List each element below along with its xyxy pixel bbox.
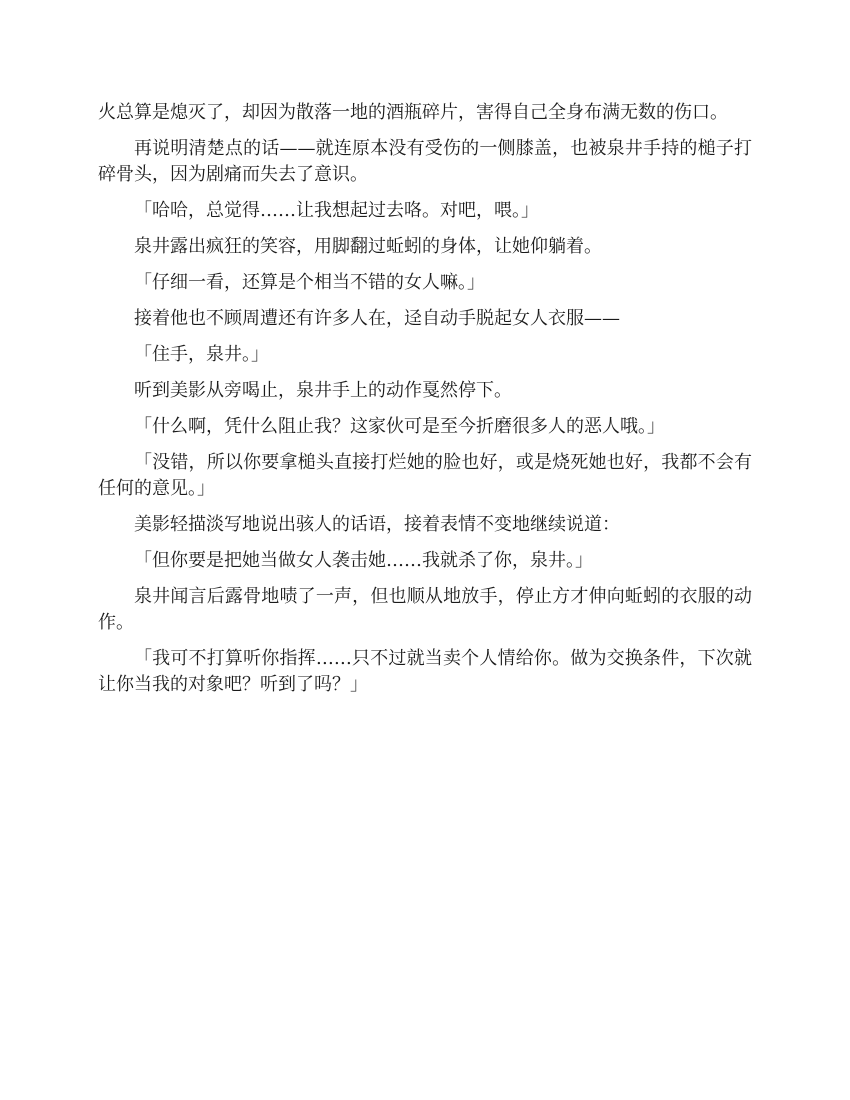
paragraph: 再说明清楚点的话——就连原本没有受伤的一侧膝盖，也被泉井手持的槌子打碎骨头，因为剧痛而失去了意识。: [98, 138, 752, 185]
paragraph: 听到美影从旁喝止，泉井手上的动作戛然停下。: [134, 380, 512, 401]
text-body: [98, 100, 752, 708]
dialogue-line: 「没错，所以你要拿槌头直接打烂她的脸也好，或是烧死她也好，我都不会有任何的意见。」: [98, 452, 752, 499]
paragraph: 泉井闻言后露骨地啧了一声，但也顺从地放手，停止方才伸向蚯蚓的衣服的动作。: [98, 586, 752, 633]
dialogue-line: 「什么啊，凭什么阻止我？这家伙可是至今折磨很多人的恶人哦。」: [134, 416, 665, 437]
dialogue-line: 「住手，泉井。」: [134, 344, 269, 365]
dialogue-line: 「仔细一看，还算是个相当不错的女人嘛。」: [134, 272, 485, 293]
paragraph: 泉井露出疯狂的笑容，用脚翻过蚯蚓的身体，让她仰躺着。: [134, 236, 602, 257]
dialogue-line: 「哈哈，总觉得……让我想起过去咯。对吧，喂。」: [134, 200, 539, 221]
paragraph: 美影轻描淡写地说出骇人的话语，接着表情不变地继续说道：: [134, 514, 620, 535]
paragraph: 接着他也不顾周遭还有许多人在，迳自动手脱起女人衣服——: [134, 308, 620, 329]
dialogue-line: 「我可不打算听你指挥……只不过就当卖个人情给你。做为交换条件，下次就让你当我的对象吧？听到了吗？」: [98, 648, 752, 695]
dialogue-line: 「但你要是把她当做女人袭击她……我就杀了你，泉井。」: [134, 550, 593, 571]
paragraph: 火总算是熄灭了，却因为散落一地的酒瓶碎片，害得自己全身布满无数的伤口。: [98, 102, 728, 123]
